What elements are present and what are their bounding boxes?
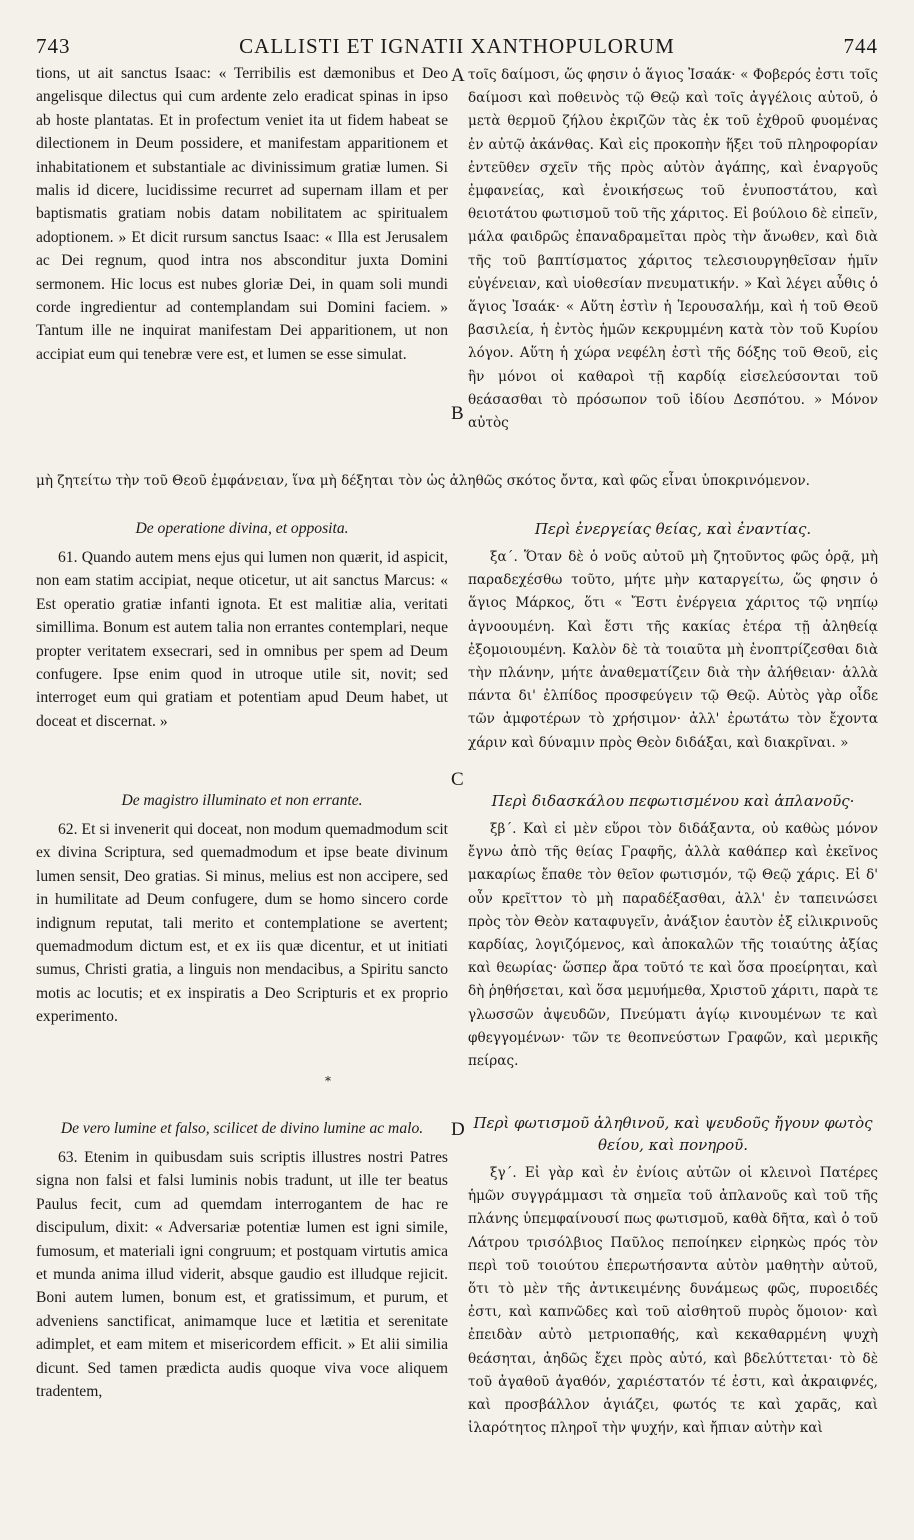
page-header <box>36 34 878 58</box>
latin-paragraph-63: 63. Etenim in quibusdam suis scriptis illustres nostri Patres signa non falsi et falsi luminis nobis tradunt, ut ille ter beatus Paulus fecit, cum ad quemdam interrogantem de hac re discipulum, dixit: « Adversariæ potentiæ lumen est igni simile, fumosum, et materiali igni congruum; et postquam virtutis amica et munda anima illud viderit, absque gaudio est illudque rejicit. Boni autem lumen, bonum est, et gratissimum, et purum, et adveniens sanctificat, animamque luce et lætitia et serenitate adimplet, et eam mitem et misericordem efficit. » Et alii similia dicunt. Sed tamen prædicta audis quoque viva voce aliquem tradentem, <box>36 1149 448 1401</box>
latin-heading-63: De vero lumine et falso, scilicet de divino lumine ac malo. <box>60 1120 424 1137</box>
greek-column-section-1 <box>468 64 878 435</box>
greek-paragraph-continued: τοῖς δαίμοσι, ὥς φησιν ὁ ἅγιος Ἰσαάκ· « Φοβερός ἐστι τοῖς δαίμοσι καὶ ποθεινὸς τῷ Θεῷ καὶ τοῖς ἀγγέλοις αὐτοῦ, ὁ μετὰ θερμοῦ ζήλου ἐκριζῶν τὰς ἐκ τοῦ ἐχθροῦ φυομένας ἐν αὐτῷ ἀκάνθας. Καὶ εἰς προκοπὴν ἥξει τοῦ πληροφορίαν ἐντεῦθεν σχεῖν τῆς πρὸς αὐτὸν ἀγάπης, καὶ ἐναργοῦς ἐμφανείας, καὶ ἐνοικήσεως τοῦ ἐνυποστάτου, καὶ θειοτάτου φωτισμοῦ τοῦ τῆς χάριτος. Εἰ βούλοιο δὲ εἰπεῖν, μάλα φαιδρῶς ἐπαναδραμεῖται πρὸς τὴν ἄνωθεν, καὶ διὰ τῆς τοῦ βαπτίσματος χάριτος τελεσιουργηθεῖσαν ἡμῖν εὐγένειαν, καὶ υἱοθεσίαν πνευματικήν. » Καὶ λέγει αὖθις ὁ ἅγιος Ἰσαάκ· « Αὕτη ἐστὶν ἡ Ἱερουσαλήμ, καὶ ἡ τοῦ Θεοῦ βασιλεία, ἡ ἐντὸς ἡμῶν κεκρυμμένη κατὰ τὸν τοῦ Κυρίου λόγον. Αὕτη ἡ χώρα νεφέλη ἐστὶ τῆς δόξης τοῦ Θεοῦ, εἰς ἣν μόνοι οἱ καθαροὶ τῇ καρδίᾳ εἰσελεύσονται τοῦ θεάσασθαι τὸ πρόσωπον τοῦ ἰδίου Δεσπότου. » Μόνον αὐτὸς <box>468 67 878 432</box>
column-marker-a: A <box>451 65 465 86</box>
latin-paragraph-61: 61. Quando autem mens ejus qui lumen non quærit, id aspicit, non eam statim accipiat, neque oticetur, ut ait sanctus Marcus: « Est operatio gratiæ infanti ignota. Et est malitiæ alia, veritati simillima. Bonum est autem talia non errantes contemplari, neque propter veritatem exsecrari, sed in omnibus per spem ad Deum confugere. Ipse enim quod in utroque utile sit, novit; sed interroget eum qui gratiam et potentiam apud Deum habet, ut doceat et discernat. » <box>36 549 448 730</box>
greek-paragraph-62: ξβ΄. Καὶ εἰ μὲν εὕροι τὸν διδάξαντα, οὐ καθὼς μόνον ἔγνω ἀπὸ τῆς θείας Γραφῆς, ἀλλὰ καθάπερ καὶ ἐκεῖνος μακαρίως ἔπαθε τὸν θεῖον φωτισμόν, τῷ Θεῷ χάρις. Εἰ δ' οὖν κρεῖττον τὸ μὴ παραδέξασθαι, ἀλλ' ἐν ταπεινώσει πρὸς τὸν Θεὸν καταφυγεῖν, ἀνάξιον ἑαυτὸν ἐξ εἰλικρινοῦς καρδίας, λογιζόμενος, καὶ ἀποκαλῶν τῆς τοιαύτης ἀξίας καὶ θεωρίας· ὥσπερ ἄρα τοῦτό τε καὶ ὅσα προείρηται, καὶ δὴ ῥηθήσεται, καὶ ὅσα μεμυήμεθα, Χριστοῦ χάριτι, παρὰ τε γλωσσῶν ἀψευδῶν, Πνεύματι ἁγίῳ κινουμένων τε καὶ φθεγγομένων· τῶν τε θεοπνεύστων Γραφῶν, καὶ μερικῆς πείρας. <box>468 821 878 1070</box>
greek-section-62 <box>468 790 878 1073</box>
running-title: CALLISTI ET IGNATII XANTHOPULORUM <box>239 34 675 58</box>
column-marker-d: D <box>451 1119 465 1140</box>
column-marker-c: C <box>451 769 464 790</box>
latin-heading-62: De magistro illuminato et non errante. <box>121 792 363 809</box>
greek-heading-62: Περὶ διδασκάλου πεφωτισμένου καὶ ἀπλανοῦς· <box>491 792 855 810</box>
latin-section-62 <box>36 790 448 1029</box>
latin-section-61 <box>36 518 448 733</box>
ornament-mark: * <box>325 1074 331 1088</box>
column-marker-b: B <box>451 403 464 424</box>
page-number-left: 743 <box>36 34 71 58</box>
latin-column-section-1 <box>36 62 448 366</box>
greek-section-63 <box>468 1112 878 1440</box>
latin-paragraph-continued: tions, ut ait sanctus Isaac: « Terribilis est dæmonibus et Deo angelisque dilectus qui cum ardente zelo eradicat spinas in ipso ab hoste plantatas. Et in profectum veniet ita ut fidem habeat se dilectionem in Deum possidere, et manifestam apparitionem et inhabitationem et substantiale ac divinissimum gratiæ lumen. Si malis id dicere, lucidissime recurret ad supernam illam et per baptismatis gratiam nobis datam nobilitatem ac spiritualem adoptionem. » Et dicit rursum sanctus Isaac: « Illa est Jerusalem ac Dei regnum, quod intra nos absconditur juxta Domini sermonem. Hic locus est nubes gloriæ Dei, in quam soli mundi corde ingredientur ad contemplandam sui Domini faciem. » Tantum ille ne inquirat manifestam Dei apparitionem, ut non accipiat eum qui tenebræ vere est, et lumen se esse simulat. <box>36 65 448 363</box>
greek-paragraph-63: ξγ΄. Εἰ γὰρ καὶ ἐν ἐνίοις αὐτῶν οἱ κλεινοὶ Πατέρες ἡμῶν συγγράμμασι τὰ σημεῖα τοῦ ἀπλανοῦς καὶ τοῦ τῆς πλάνης ὑπεμφαίνουσί πως φωτισμοῦ, καθὰ δῆτα, καὶ ὁ τοῦ Λάτρου τρισόλβιος Παῦλος πεποίηκεν εἰρηκὼς πρός τὸν περὶ τοῦ τοιούτου ἐπερωτήσαντα αὐτὸν μαθητὴν αὐτοῦ, ὅτι τὸ μὲν τῆς ἀντικειμένης δυνάμεως φῶς, πυροειδές ἐστι, καὶ καπνῶδες καὶ τοῦ αἰσθητοῦ πυρὸς ὅμοιον· καὶ ἐπειδὰν αὐτὸ μετριοπαθής, καὶ κεκαθαρμένη ψυχὴ θεάσηται, ἀηδῶς ἔχει πρὸς αὐτό, καὶ βδελύττεται· τὸ δὲ τοῦ ἀγαθοῦ ἀγαθόν, χαριέστατόν τέ ἐστι, καὶ ἀκραιφνές, καὶ προσβάλλον ἁγιάζει, φωτός τε καὶ χαρᾶς, καὶ ἱλαρότητος πληροῖ τὴν ψυχήν, καὶ ἤπιαν αὐτὴν καὶ <box>468 1165 878 1437</box>
latin-paragraph-62: 62. Et si invenerit qui doceat, non modum quemadmodum scit ex divina Scriptura, sed quemadmodum et ipse beate divinum lumen sensit, Deo gratias. Si minus, melius est non accipere, sed in humilitate ad Deum confugere, dum se homo sincero corde indignum reputat, tali merito et contemplatione se avertent; quemadmodum dictum est, et ex iis quæ dicentur, et ut initiati sumus, Christi gratia, a linguis non mendacibus, a Spiritu sancto motis ac locutis; et ex inspiratis a Deo Scripturis et ex proprio experimento. <box>36 821 448 1026</box>
greek-full-width-text: μὴ ζητείτω τὴν τοῦ Θεοῦ ἐμφάνειαν, ἵνα μὴ δέξηται τὸν ὡς ἀληθῶς σκότος ὄντα, καὶ φῶς εἶναι ὑποκρινόμενον. <box>36 473 811 489</box>
latin-section-63 <box>36 1118 448 1403</box>
greek-heading-61: Περὶ ἐνεργείας θείας, καὶ ἐναντίας. <box>534 520 812 538</box>
page-number-right: 744 <box>843 34 878 58</box>
greek-section-61 <box>468 518 878 755</box>
latin-heading-61: De operatione divina, et opposita. <box>135 520 349 537</box>
greek-paragraph-61: ξα΄. Ὅταν δὲ ὁ νοῦς αὐτοῦ μὴ ζητοῦντος φῶς ὁρᾷ, μὴ παραδεχέσθω τοῦτο, μήτε μὴν καταργείτω, ὥς φησιν ὁ ἅγιος Μάρκος, ὅτι « Ἔστι ἐνέργεια χάριτος τῷ νηπίῳ ἀγνοουμένη. Καὶ ἔστι τῆς κακίας ἑτέρα τῇ ἀληθείᾳ ἐξομοιουμένη. Καλὸν δὲ τὰ τοιαῦτα μὴ ἐνοπτρίζεσθαι διὰ τὴν πλάνην, μήτε ἀναθεματίζειν διὰ τὴν ἀλήθειαν· ἀλλὰ πάντα δι' ἐλπίδος προσφεύγειν τῷ Θεῷ. Αὐτὸς γὰρ οἶδε τῶν ἀμφοτέρων τὸ χρήσιμον· ἀλλ' ἐρωτάτω τὸν ἔχοντα χάριν καὶ δύναμιν πρὸς Θεὸν διδάξαι, καὶ διακρῖναι. » <box>468 549 878 751</box>
greek-heading-63: Περὶ φωτισμοῦ ἀληθινοῦ, καὶ ψευδοῦς ἤγουν φωτὸς θείου, καὶ πονηροῦ. <box>473 1114 873 1154</box>
greek-full-width-line <box>36 470 878 493</box>
